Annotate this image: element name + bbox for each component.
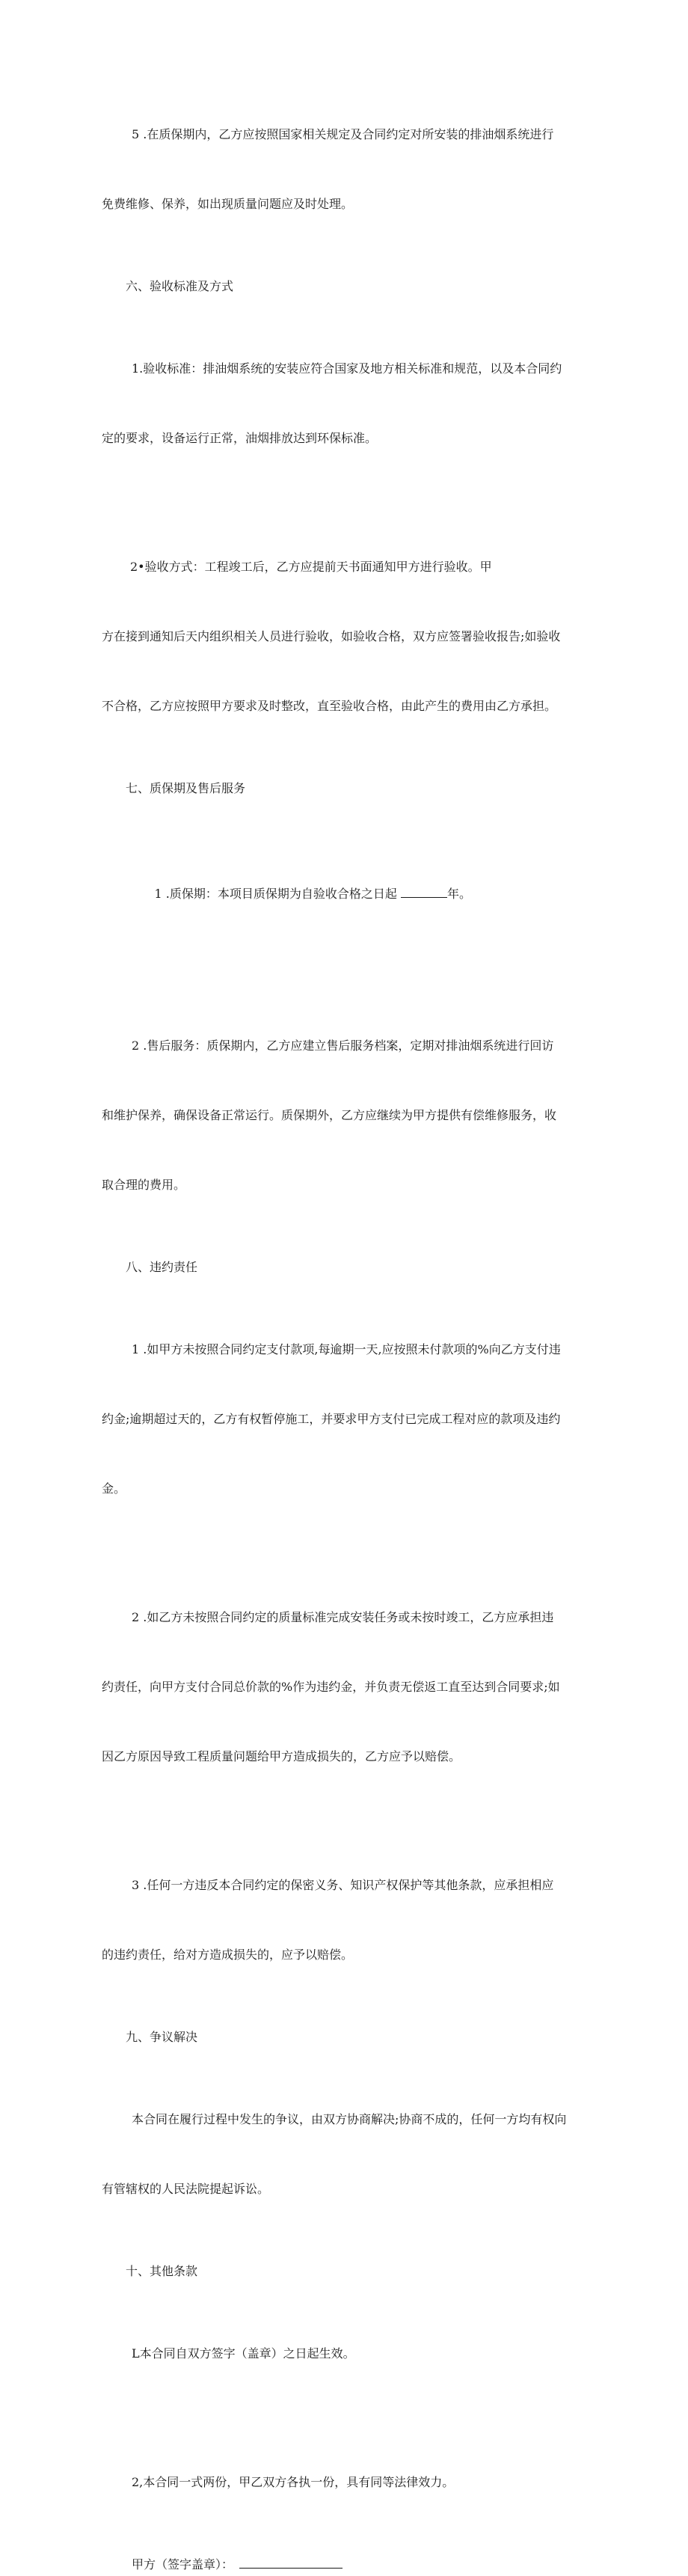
text-line: 约责任，向甲方支付合同总价款的%作为违约金，并负责无偿返工直至达到合同要求;如 — [102, 1680, 560, 1694]
paragraph-acceptance-method — [102, 509, 589, 764]
paragraph-dispute — [102, 2061, 589, 2247]
paragraph-warranty-period — [102, 813, 589, 975]
section-heading-warranty: 七、质保期及售后服务 — [126, 781, 246, 795]
text-line — [102, 859, 589, 928]
text-line: 取合理的费用。 — [102, 1178, 186, 1192]
paragraph-liability-party-b — [102, 1559, 589, 1814]
warranty-period-unit: 年。 — [446, 887, 471, 901]
paragraph-warranty-repair — [102, 76, 589, 262]
warranty-period-text: 1 .质保期：本项目质保期为自验收合格之日起 — [154, 887, 401, 901]
text-line: L本合同自双方签字（盖章）之日起生效。 — [132, 2346, 355, 2361]
text-line: 金。 — [102, 1481, 126, 1496]
text-line: 和维护保养，确保设备正常运行。质保期外，乙方应继续为甲方提供有偿维修服务，收 — [102, 1108, 557, 1122]
text-line: 定的要求，设备运行正常，油烟排放达到环保标准。 — [102, 431, 378, 445]
paragraph-effective — [102, 2295, 589, 2411]
text-line: 1 .如甲方未按照合同约定支付款项,每逾期一天,应按照未付款项的%向乙方支付违 — [132, 1342, 561, 1356]
text-line: 1.验收标准：排油烟系统的安装应符合国家及地方相关标准和规范，以及本合同约 — [132, 361, 562, 376]
signature-party-a-label: 甲方（签字盖章）： — [132, 2557, 234, 2572]
signature-party-a — [102, 2553, 589, 2576]
text-line: 2 .售后服务：质保期内，乙方应建立售后服务档案，定期对排油烟系统进行回访 — [132, 1038, 554, 1053]
warranty-years-blank[interactable] — [401, 884, 447, 898]
text-line: 5 .在质保期内，乙方应按照国家相关规定及合同约定对所安装的排油烟系统进行 — [132, 127, 554, 141]
text-line: 不合格，乙方应按照甲方要求及时整改，直至验收合格，由此产生的费用由乙方承担。 — [102, 699, 557, 713]
section-heading-other: 十、其他条款 — [126, 2264, 198, 2278]
text-line: 2•验收方式：工程竣工后，乙方应提前天书面通知甲方进行验收。甲 — [130, 560, 492, 574]
section-heading-liability: 八、违约责任 — [126, 1260, 198, 1274]
text-line: 的违约责任，给对方造成损失的，应予以赔偿。 — [102, 1948, 354, 1962]
paragraph-liability-other — [102, 1827, 589, 2013]
signature-party-a-blank[interactable] — [239, 2554, 343, 2569]
text-line: 有管辖权的人民法院提起诉讼。 — [102, 2182, 270, 2196]
paragraph-after-sales — [102, 988, 589, 1243]
text-line: 2 .如乙方未按照合同约定的质量标准完成安装任务或未按时竣工，乙方应承担违 — [132, 1610, 554, 1624]
text-line: 3 .任何一方违反本合同约定的保密义务、知识产权保护等其他条款，应承担相应 — [132, 1878, 554, 1892]
paragraph-liability-party-a — [102, 1291, 589, 1546]
text-line: 方在接到通知后天内组织相关人员进行验收，如验收合格，双方应签署验收报告;如验收 — [102, 629, 561, 643]
contract-page — [102, 76, 589, 2576]
text-line: 因乙方原因导致工程质量问题给甲方造成损失的，乙方应予以赔偿。 — [102, 1749, 461, 1763]
text-line: 免费维修、保养，如出现质量问题应及时处理。 — [102, 197, 354, 211]
paragraph-copies — [102, 2424, 589, 2540]
paragraph-acceptance-standard — [102, 310, 589, 496]
text-line: 本合同在履行过程中发生的争议，由双方协商解决;协商不成的，任何一方均有权向 — [132, 2112, 567, 2126]
section-heading-dispute: 九、争议解决 — [126, 2030, 198, 2044]
text-line: 2,本合同一式两份，甲乙双方各执一份，具有同等法律效力。 — [132, 2475, 455, 2489]
text-line: 约金;逾期超过天的，乙方有权暂停施工，并要求甲方支付已完成工程对应的款项及违约 — [102, 1412, 561, 1426]
section-heading-acceptance: 六、验收标准及方式 — [126, 279, 234, 293]
